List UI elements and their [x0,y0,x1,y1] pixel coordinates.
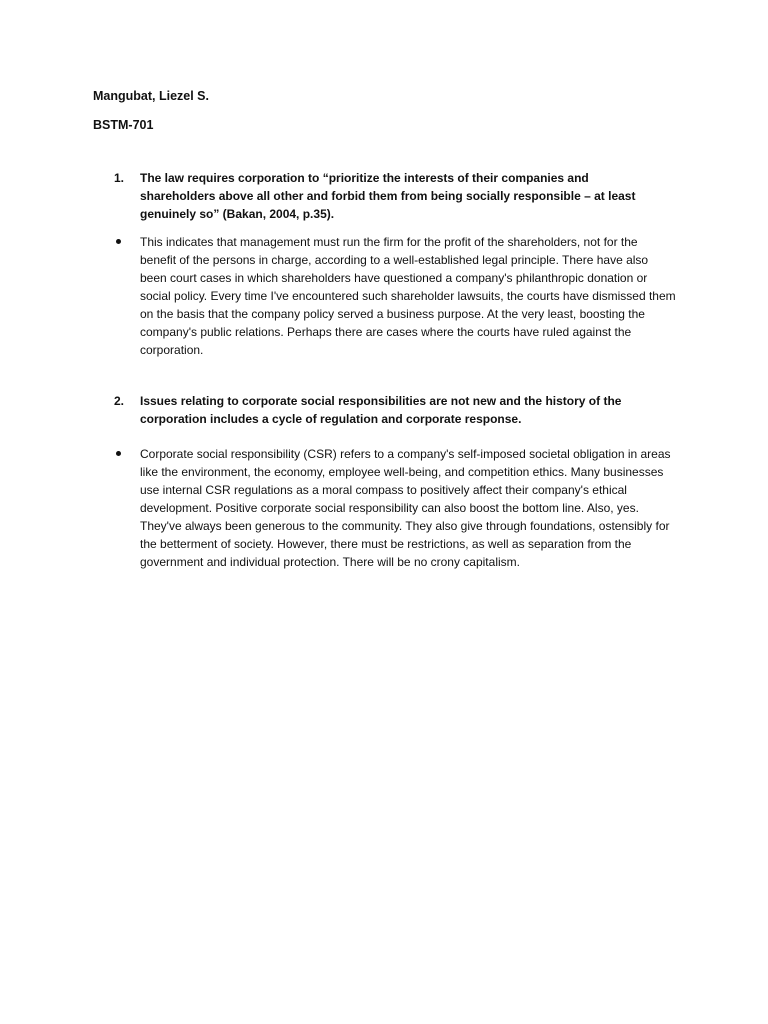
question-text: The law requires corporation to “prioritize the interests of their companies and shareholders above all other and forbid them from being socially responsible – at least genuinely so” (Bakan, 2004, p.35). [140,171,636,221]
bullet-icon [116,239,121,244]
bullet-icon [116,451,121,456]
answer-2 [114,445,676,571]
course-code: BSTM-701 [93,118,154,132]
answer-1 [114,233,676,359]
question-2 [114,392,644,428]
answer-text: Corporate social responsibility (CSR) refers to a company's self-imposed societal obligation in areas like the environment, the economy, employee well-being, and competition ethics. Many businesses use internal CSR regulations as a moral compass to positively affect their company's ethical development. Positive corporate social responsibility can also boost the bottom line. Also, yes. They've always been generous to the community. They also give through foundations, ostensibly for the betterment of society. However, there must be restrictions, as well as separation from the government and individual protection. There will be no crony capitalism. [140,447,671,569]
answer-text: This indicates that management must run the firm for the profit of the shareholders, not for the benefit of the persons in charge, according to a well-established legal principle. There have also been court cases in which shareholders have questioned a company's philanthropic donation or social policy. Every time I've encountered such shareholder lawsuits, the courts have dismissed them on the basis that the company policy served a business purpose. At the very least, boosting the company's public relations. Perhaps there are cases where the courts have ruled against the corporation. [140,235,676,357]
author-name: Mangubat, Liezel S. [93,89,209,103]
question-number: 1. [114,171,125,185]
question-number: 2. [114,394,125,408]
question-text: Issues relating to corporate social responsibilities are not new and the history of the corporation includes a cycle of regulation and corporate response. [140,394,622,426]
question-1 [114,169,644,223]
